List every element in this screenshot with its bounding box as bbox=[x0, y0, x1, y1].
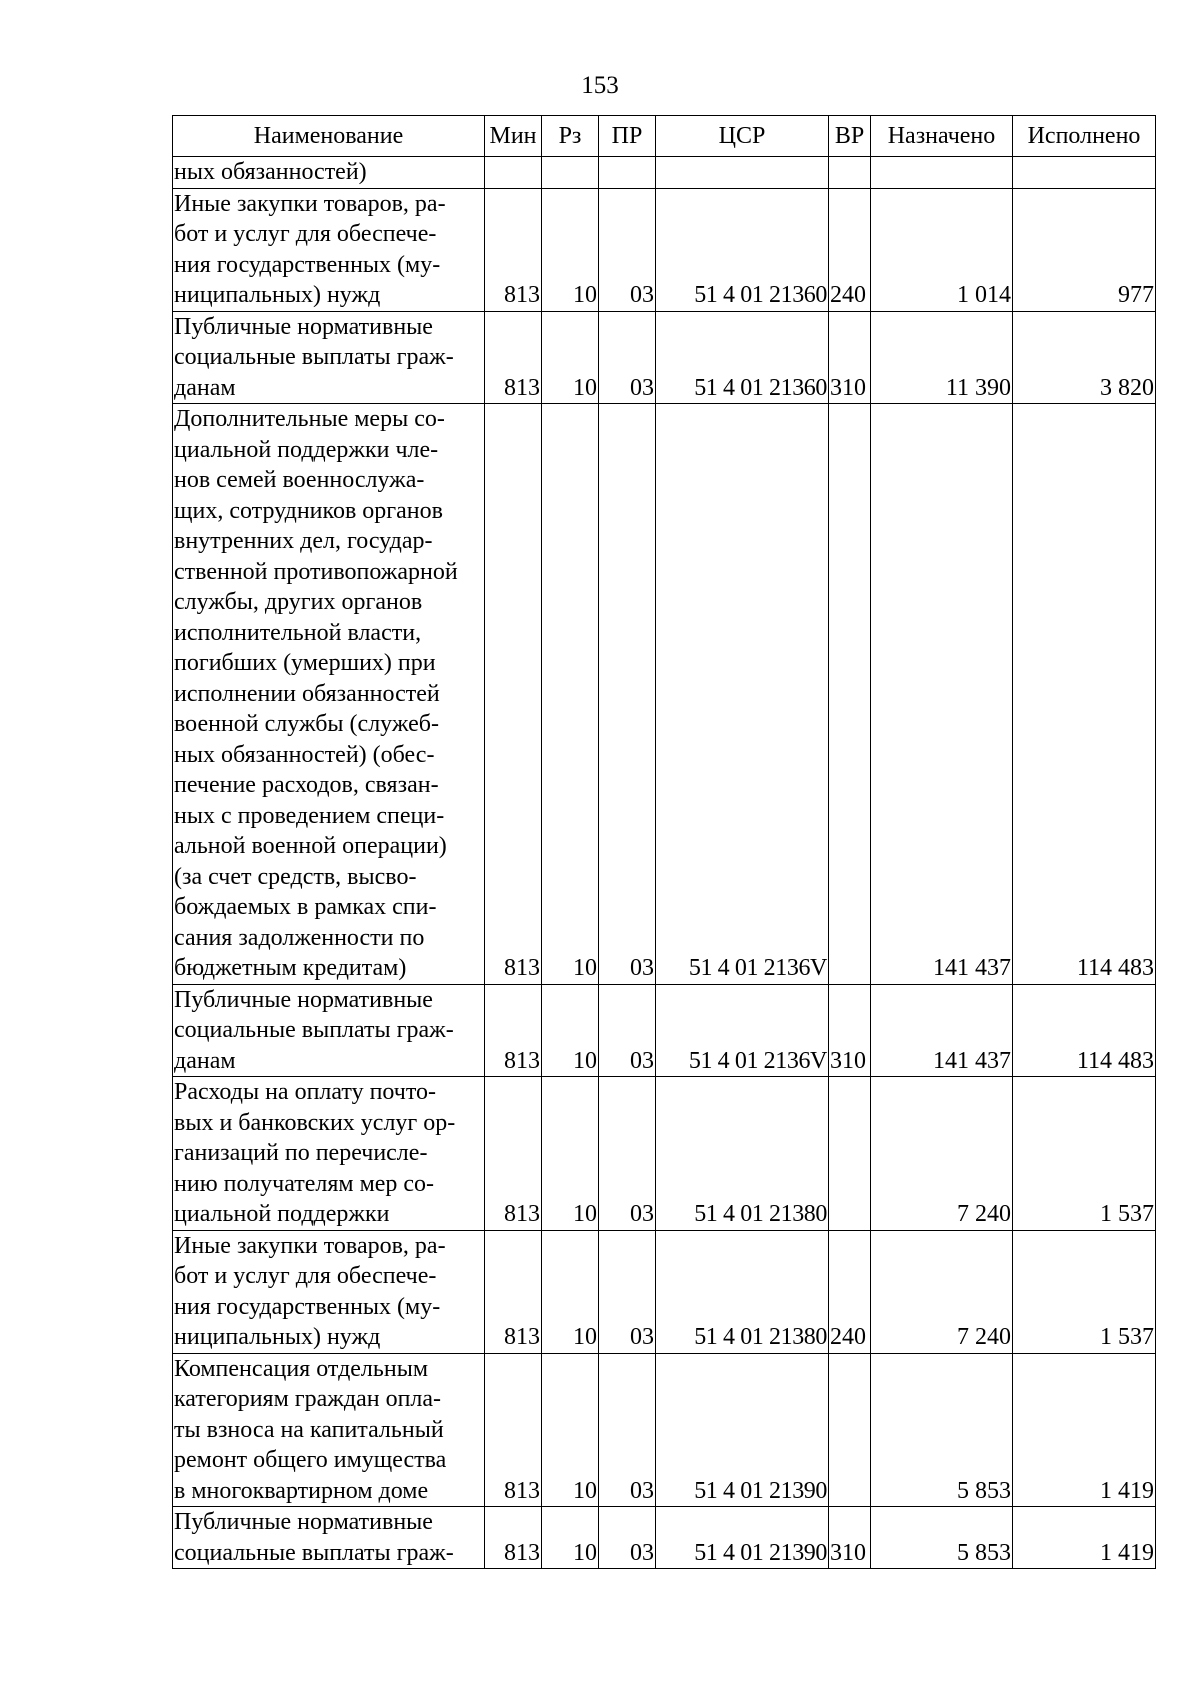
min-cell: 813 bbox=[485, 311, 542, 404]
column-header: Мин bbox=[485, 116, 542, 157]
assigned-cell: 7 240 bbox=[871, 1077, 1013, 1231]
pr-cell: 03 bbox=[599, 1077, 656, 1231]
row-name-cell: Иные закупки товаров, ра- бот и услуг для обеспече- ния государственных (му- ниципальных) нужд bbox=[173, 1230, 485, 1353]
assigned-cell: 5 853 bbox=[871, 1353, 1013, 1507]
pr-cell: 03 bbox=[599, 404, 656, 985]
csr-cell: 51 4 01 21390 bbox=[656, 1507, 829, 1569]
budget-table bbox=[172, 115, 1156, 1569]
min-cell: 813 bbox=[485, 1353, 542, 1507]
executed-cell: 1 537 bbox=[1013, 1077, 1156, 1231]
column-header: ЦСР bbox=[656, 116, 829, 157]
pr-cell: 03 bbox=[599, 1230, 656, 1353]
row-name-cell: ных обязанностей) bbox=[173, 157, 485, 189]
row-name-cell: Расходы на оплату почто- вых и банковских услуг ор- ганизаций по перечисле- нию получателям мер со- циальной поддержки bbox=[173, 1077, 485, 1231]
row-name-cell: Иные закупки товаров, ра- бот и услуг для обеспече- ния государственных (му- ниципальных) нужд bbox=[173, 188, 485, 311]
vr-cell: 240 bbox=[829, 188, 871, 311]
row-name-cell: Публичные нормативные социальные выплаты граж- данам bbox=[173, 311, 485, 404]
csr-cell: 51 4 01 2136V bbox=[656, 404, 829, 985]
vr-cell bbox=[829, 1077, 871, 1231]
column-header: ПР bbox=[599, 116, 656, 157]
vr-cell: 240 bbox=[829, 1230, 871, 1353]
column-header: Исполнено bbox=[1013, 116, 1156, 157]
table-row bbox=[173, 157, 1156, 189]
executed-cell: 1 419 bbox=[1013, 1507, 1156, 1569]
assigned-cell bbox=[871, 157, 1013, 189]
vr-cell: 310 bbox=[829, 984, 871, 1077]
table-row bbox=[173, 311, 1156, 404]
assigned-cell: 141 437 bbox=[871, 404, 1013, 985]
executed-cell: 1 419 bbox=[1013, 1353, 1156, 1507]
pr-cell: 03 bbox=[599, 311, 656, 404]
csr-cell bbox=[656, 157, 829, 189]
rz-cell: 10 bbox=[542, 984, 599, 1077]
rz-cell: 10 bbox=[542, 311, 599, 404]
assigned-cell: 5 853 bbox=[871, 1507, 1013, 1569]
page-number: 153 bbox=[581, 72, 619, 99]
executed-cell: 114 483 bbox=[1013, 984, 1156, 1077]
column-header: ВР bbox=[829, 116, 871, 157]
rz-cell: 10 bbox=[542, 1230, 599, 1353]
row-name-cell: Публичные нормативные социальные выплаты граж- bbox=[173, 1507, 485, 1569]
min-cell: 813 bbox=[485, 1077, 542, 1231]
csr-cell: 51 4 01 21380 bbox=[656, 1230, 829, 1353]
csr-cell: 51 4 01 21380 bbox=[656, 1077, 829, 1231]
pr-cell: 03 bbox=[599, 984, 656, 1077]
pr-cell: 03 bbox=[599, 1353, 656, 1507]
column-header: Рз bbox=[542, 116, 599, 157]
csr-cell: 51 4 01 21360 bbox=[656, 188, 829, 311]
table-row bbox=[173, 188, 1156, 311]
min-cell: 813 bbox=[485, 984, 542, 1077]
pr-cell bbox=[599, 157, 656, 189]
vr-cell: 310 bbox=[829, 311, 871, 404]
rz-cell: 10 bbox=[542, 188, 599, 311]
column-header: Наименование bbox=[173, 116, 485, 157]
rz-cell: 10 bbox=[542, 404, 599, 985]
csr-cell: 51 4 01 21390 bbox=[656, 1353, 829, 1507]
rz-cell: 10 bbox=[542, 1077, 599, 1231]
vr-cell bbox=[829, 1353, 871, 1507]
min-cell: 813 bbox=[485, 1507, 542, 1569]
table-row bbox=[173, 1077, 1156, 1231]
min-cell: 813 bbox=[485, 1230, 542, 1353]
csr-cell: 51 4 01 21360 bbox=[656, 311, 829, 404]
executed-cell: 3 820 bbox=[1013, 311, 1156, 404]
table-row bbox=[173, 984, 1156, 1077]
assigned-cell: 141 437 bbox=[871, 984, 1013, 1077]
table-row bbox=[173, 1230, 1156, 1353]
rz-cell bbox=[542, 157, 599, 189]
row-name-cell: Компенсация отдельным категориям граждан опла- ты взноса на капитальный ремонт общего имущества в многоквартирном доме bbox=[173, 1353, 485, 1507]
row-name-cell: Дополнительные меры со- циальной поддержки чле- нов семей военнослужа- щих, сотрудников органов внутренних дел, государ- ственной противопожарной службы, других органов исполнительной власти, погибших (умерших) при исполнении обязанностей военной службы (служеб- ных обязанностей) (обес- печение расходов, связан- ных с проведением специ- альной военной операции) (за счет средств, высво- бождаемых в рамках спи- сания задолженности по бюджетным кредитам) bbox=[173, 404, 485, 985]
rz-cell: 10 bbox=[542, 1507, 599, 1569]
executed-cell bbox=[1013, 157, 1156, 189]
table-header-row bbox=[173, 116, 1156, 157]
table-row bbox=[173, 1507, 1156, 1569]
column-header: Назначено bbox=[871, 116, 1013, 157]
csr-cell: 51 4 01 2136V bbox=[656, 984, 829, 1077]
min-cell bbox=[485, 157, 542, 189]
table-row bbox=[173, 404, 1156, 985]
min-cell: 813 bbox=[485, 188, 542, 311]
executed-cell: 977 bbox=[1013, 188, 1156, 311]
min-cell: 813 bbox=[485, 404, 542, 985]
row-name-cell: Публичные нормативные социальные выплаты граж- данам bbox=[173, 984, 485, 1077]
table-row bbox=[173, 1353, 1156, 1507]
pr-cell: 03 bbox=[599, 188, 656, 311]
assigned-cell: 1 014 bbox=[871, 188, 1013, 311]
rz-cell: 10 bbox=[542, 1353, 599, 1507]
executed-cell: 114 483 bbox=[1013, 404, 1156, 985]
vr-cell: 310 bbox=[829, 1507, 871, 1569]
vr-cell bbox=[829, 404, 871, 985]
assigned-cell: 7 240 bbox=[871, 1230, 1013, 1353]
assigned-cell: 11 390 bbox=[871, 311, 1013, 404]
executed-cell: 1 537 bbox=[1013, 1230, 1156, 1353]
pr-cell: 03 bbox=[599, 1507, 656, 1569]
vr-cell bbox=[829, 157, 871, 189]
